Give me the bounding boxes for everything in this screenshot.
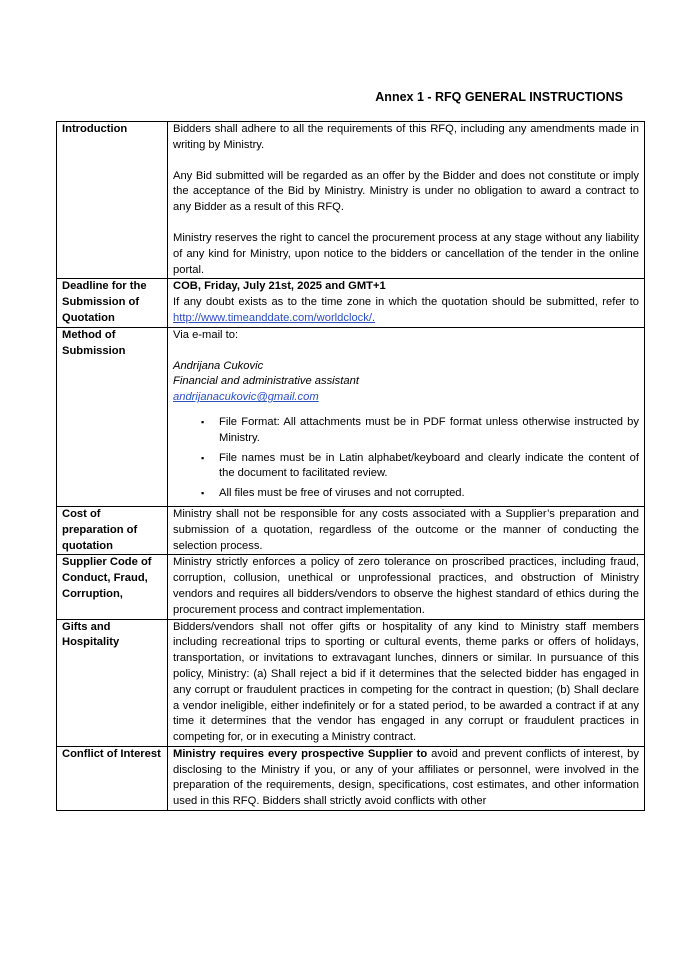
deadline-text-body: If any doubt exists as to the time zone in which the quotation should be submitted, refer to [173,296,639,309]
list-item: ▪ All files must be free of viruses and not corrupted. [219,486,639,502]
row-body-conflict [168,746,645,810]
table-row [57,327,645,506]
intro-paragraph-1: Bidders shall adhere to all the requirements of this RFQ, including any amendments made in writing by Ministry. [173,123,639,151]
contact-role: Financial and administrative assistant [173,375,359,388]
intro-paragraph-3: Ministry reserves the right to cancel the procurement process at any stage without any liability of any kind for Ministry, upon notice to the bidders or cancellation of the tender in the online portal. [173,231,639,276]
list-item: ▪ File names must be in Latin alphabet/keyboard and clearly indicate the content of the document to facilitated review. [219,451,639,483]
table-row [57,619,645,746]
annex-title: Annex 1 - RFQ GENERAL INSTRUCTIONS [375,90,623,104]
list-item: ▪ File Format: All attachments must be in PDF format unless otherwise instructed by Ministry. [219,415,639,447]
table-row [57,746,645,810]
row-label-method: Method of Submission [57,327,168,506]
gifts-text: Bidders/vendors shall not offer gifts or hospitality of any kind to Ministry staff members including recreational trips to sporting or cultural events, theme parks or offers of holidays, transportation, or invitations to extravagant lunches, dinners or similar. In pursuance of this policy, Ministry: (a) Shall reject a bid if it determines that the selected bidder has engaged in any corrupt or fraudulent practices in competing for the contract in question; (b) Shall declare a vendor ineligible, either indefinitely or for a stated period, to be awarded a contract if at any time it determines that the vendor has engaged in any corrupt or fraudulent practices in competing for, or in executing a Ministry contract. [173,620,639,744]
deadline-text [173,295,639,327]
table-row [57,506,645,554]
via-email-text: Via e-mail to: [173,328,239,341]
row-label-gifts: Gifts and Hospitality [57,619,168,746]
conflict-text-body: avoid and prevent conflicts of interest, by disclosing to the Ministry if you, or any of your affiliates or personnel, were involved in the preparation of the requirements, design, specifications, cost estimates, and other information used in this RFQ. Bidders shall strictly avoid conflicts with other [173,747,639,808]
code-text: Ministry strictly enforces a policy of zero tolerance on proscribed practices, including fraud, corruption, collusion, unethical or unprofessional practices, and obstruction of Ministry vendors and requires all bidders/vendors to observe the highest standard of ethics during the procurement process and contract implementation. [173,556,639,616]
row-body-gifts [168,619,645,746]
contact-email-link[interactable]: andrijanacukovic@gmail.com [173,391,319,404]
row-label-conflict: Conflict of Interest [57,746,168,810]
intro-paragraph-2: Any Bid submitted will be regarded as an offer by the Bidder and does not constitute or imply the acceptance of the Bid by Ministry. Ministry is under no obligation to award a contract to any Bidder as a result of this RFQ. [173,169,639,214]
row-body-method [168,327,645,506]
worldclock-link[interactable]: http://www.timeanddate.com/worldclock/. [173,311,376,324]
row-body-deadline [168,279,645,327]
instructions-table [56,121,645,811]
conflict-bold-lead: Ministry requires every prospective Supplier to [173,747,428,760]
conflict-text [173,747,639,810]
row-body-code [168,555,645,619]
table-row [57,279,645,327]
contact-name: Andrijana Cukovic [173,359,264,372]
table-row [57,555,645,619]
cost-text: Ministry shall not be responsible for any costs associated with a Supplier’s preparation and submission of a quotation, regardless of the outcome or the manner of conducting the selection process. [173,507,639,552]
row-body-introduction [168,122,645,279]
table-row [57,122,645,279]
row-label-code: Supplier Code of Conduct, Fraud, Corruption, [57,555,168,619]
row-label-deadline: Deadline for the Submission of Quotation [57,279,168,327]
submission-rules-list [173,415,639,502]
row-body-cost [168,506,645,554]
row-label-cost: Cost of preparation of quotation [57,506,168,554]
row-label-introduction: Introduction [57,122,168,279]
deadline-date: COB, Friday, July 21st, 2025 and GMT+1 [173,280,386,293]
